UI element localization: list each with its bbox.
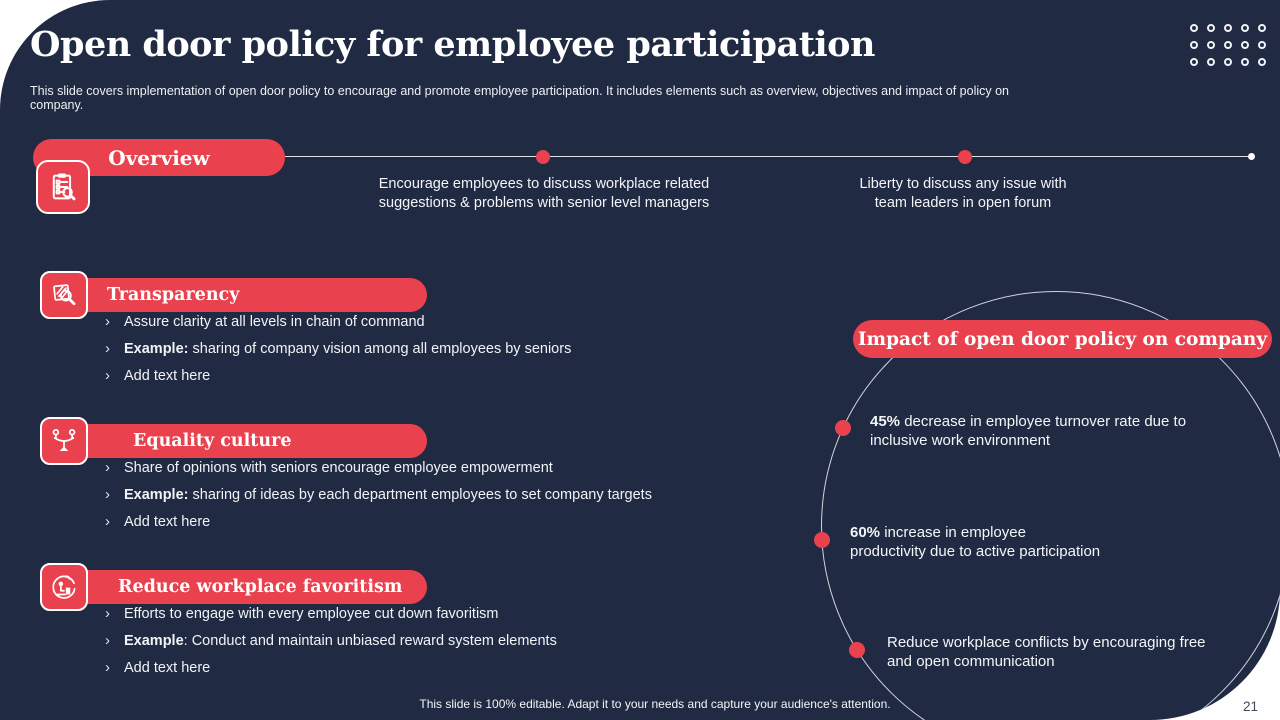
page-title: Open door policy for employee participation xyxy=(30,24,875,65)
chevron-bullet-icon: › xyxy=(105,459,110,476)
impact-dot-3 xyxy=(849,642,865,658)
footer-note: This slide is 100% editable. Adapt it to your needs and capture your audience's attention. xyxy=(419,697,891,711)
impact-point-3: Reduce workplace conflicts by encouraging free and open communication xyxy=(887,634,1206,670)
bullet-item: › Example: Conduct and maintain unbiased reward system elements xyxy=(105,632,557,649)
timeline-line xyxy=(285,156,1251,157)
add-text-placeholder[interactable]: › Add text here xyxy=(105,367,211,384)
chevron-bullet-icon: › xyxy=(105,313,110,330)
section-pill-transparency xyxy=(48,278,427,312)
add-text-placeholder[interactable]: › Add text here xyxy=(105,659,211,676)
overview-label: Overview xyxy=(108,145,210,170)
section-label: Transparency xyxy=(107,285,240,305)
slide-subtitle: This slide covers implementation of open door policy to encourage and promote employee participation. It includes elements such as overview, objectives and impact of policy on company. xyxy=(30,84,1010,112)
section-pill-reduce-favoritism xyxy=(48,570,427,604)
impact-point-2: 60% increase in employee productivity due to active participation xyxy=(850,524,1101,560)
section-label: Reduce workplace favoritism xyxy=(118,577,403,597)
overview-icon-card xyxy=(36,160,90,214)
person-desk-icon xyxy=(49,572,79,602)
chevron-bullet-icon: › xyxy=(105,632,110,649)
document-magnifier-icon xyxy=(49,280,79,310)
transparency-icon-card xyxy=(40,271,88,319)
equality-bullets xyxy=(105,454,652,535)
page-number: 21 xyxy=(1242,699,1258,714)
milestone-text-2: Liberty to discuss any issue with team leaders in open forum xyxy=(859,176,1067,211)
chevron-bullet-icon: › xyxy=(105,659,110,676)
transparency-bullets xyxy=(105,308,571,389)
favoritism-icon-card xyxy=(40,563,88,611)
timeline-end-dot xyxy=(1248,153,1255,160)
bullet-item: › Share of opinions with seniors encourage employee empowerment xyxy=(105,459,553,476)
bullet-item: › Efforts to engage with every employee cut down favoritism xyxy=(105,605,499,622)
impact-point-1: 45% decrease in employee turnover rate due to inclusive work environment xyxy=(870,413,1187,449)
timeline-dot-2 xyxy=(958,150,972,164)
chevron-bullet-icon: › xyxy=(105,367,110,384)
section-label: Equality culture xyxy=(133,431,292,451)
bullet-item: › Example: sharing of ideas by each department employees to set company targets xyxy=(105,486,652,503)
decorative-dots-grid xyxy=(1190,24,1266,66)
bullet-item: › Example: sharing of company vision among all employees by seniors xyxy=(105,340,572,357)
add-text-placeholder[interactable]: › Add text here xyxy=(105,513,211,530)
impact-pill xyxy=(853,320,1272,358)
section-pill-equality-culture xyxy=(48,424,427,458)
equality-balance-icon xyxy=(49,426,79,456)
milestone-text-1: Encourage employees to discuss workplace related suggestions & problems with senior level managers xyxy=(378,176,710,211)
favoritism-bullets xyxy=(105,600,557,681)
equality-icon-card xyxy=(40,417,88,465)
chevron-bullet-icon: › xyxy=(105,605,110,622)
impact-dot-2 xyxy=(814,532,830,548)
impact-label: Impact of open door policy on company xyxy=(857,328,1268,350)
bullet-item: › Assure clarity at all levels in chain of command xyxy=(105,313,425,330)
impact-dot-1 xyxy=(835,420,851,436)
chevron-bullet-icon: › xyxy=(105,340,110,357)
chevron-bullet-icon: › xyxy=(105,486,110,503)
chevron-bullet-icon: › xyxy=(105,513,110,530)
clipboard-magnifier-icon xyxy=(46,170,80,204)
timeline-dot-1 xyxy=(536,150,550,164)
